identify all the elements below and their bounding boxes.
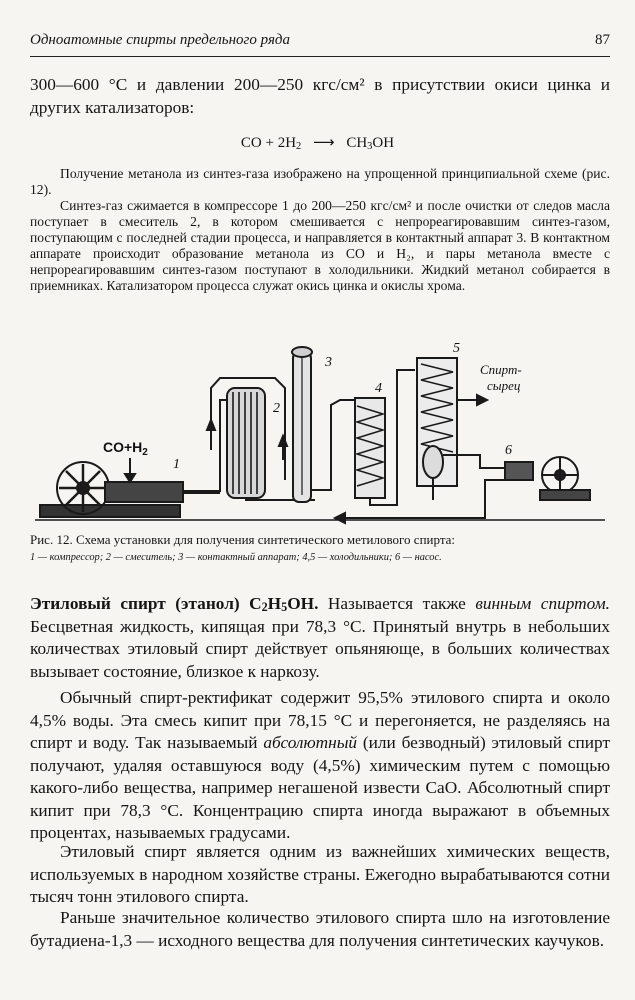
pipe-contact-cooler xyxy=(311,400,355,490)
gas-inlet-arrow xyxy=(125,474,135,482)
eq-right-end: OH xyxy=(372,135,395,151)
label-2: 2 xyxy=(273,401,280,416)
label-product-1: Спирт- xyxy=(480,362,522,377)
figure-caption: Рис. 12. Схема установки для получения синтетического метилового спирта: xyxy=(30,532,456,547)
paragraph-scheme-intro: Получение метанола из синтез-газа изображено на упрощенной принципиальной схеме (рис. 12). xyxy=(30,166,610,197)
pump-6 xyxy=(505,462,533,480)
compressor-body xyxy=(105,482,183,502)
separator xyxy=(423,446,443,478)
label-gas xyxy=(103,439,148,458)
term-absolute: абсолютный xyxy=(263,733,358,752)
reaction-equation xyxy=(0,133,635,152)
header-rule xyxy=(30,56,610,57)
eq-left-sub: 2 xyxy=(296,141,302,152)
intro-line: 300—600 °С и давлении 200—250 кгс/см² в присутствии окиси цинка и других катализаторов: xyxy=(30,75,610,117)
label-gas-sub: 2 xyxy=(142,447,148,458)
ethanol-paragraph-1: Этиловый спирт (этанол) $C_2H_5OH$. Называется также винным спиртом. Бесцветная жидкость, кипящая при 78,3 °С. Принятый внутрь в небольших количествах этиловый спирт действует опьяняюще, в больших количествах вызывает состояние, близкое к наркозу. xyxy=(30,594,610,681)
ethanol-heading: Этиловый спирт (этанол) $C_2H_5OH$. xyxy=(30,594,319,614)
ethanol-paragraph-3: Этиловый спирт является одним из важнейших химических веществ, используемых в народном хозяйстве страны. Ежегодно вырабатываются сотни тысяч тонн этилового спирта. xyxy=(30,842,610,906)
eq-arrow: ⟶ xyxy=(313,133,335,151)
compressor-base xyxy=(40,505,180,517)
term-wine-spirit: винным спиртом. xyxy=(475,594,610,613)
label-6: 6 xyxy=(505,443,512,458)
eq-right: CH xyxy=(346,135,368,151)
page-number: 87 xyxy=(595,32,610,48)
label-product-2: сырец xyxy=(487,378,521,393)
label-1: 1 xyxy=(173,457,180,472)
label-4: 4 xyxy=(375,381,382,396)
label-5: 5 xyxy=(453,341,460,356)
plant-scheme-figure xyxy=(35,340,605,532)
flywheel-spokes xyxy=(59,464,107,512)
eq-right-sub: 3 xyxy=(367,141,373,152)
running-title: Одноатомные спирты предельного ряда xyxy=(30,32,291,48)
paragraph-process: Синтез-газ сжимается в компрессоре 1 до 200—250 кгс/см² и после очистки от следов масла поступает в смеситель 2, в котором смешивается с непрореагировавшим синтез-газом, поступающим с последней стадии процесса, и направляется в контактный аппарат 3. В контактном аппарате происходит образование метанола из СО и Н₂, и пары метанола вместе с непрореагировавшим синтез-газом поступают в холодильники. Жидкий метанол собирается в приемниках. Катализатором процесса служат окись цинка и окислы хрома. xyxy=(30,198,610,293)
running-header xyxy=(30,32,610,56)
label-3: 3 xyxy=(325,355,332,370)
label-gas-main: CO+H xyxy=(103,439,143,455)
ethanol-paragraph-2: Обычный спирт-ректификат содержит 95,5% этилового спирта и около 4,5% воды. Эта смесь кипит при 78,15 °С и перегоняется, не разделяясь на спирт и воду. Так называемый абсолютный (или безводный) этиловый спирт получают, удаляя оставшуюся воду (4,5%) химическим путем с помощью какого-либо вещества, например негашеной извести СаО. Абсолютный спирт кипит при 78,3 °С. Концентрацию спирта иногда выражают в объемных процентах, называемых градусами. xyxy=(30,688,611,842)
figure-legend: 1 — компрессор; 2 — смеситель; 3 — контактный аппарат; 4,5 — холодильники; 6 — насос. xyxy=(30,552,442,563)
eq-left: CO + 2H xyxy=(240,135,297,151)
ethanol-paragraph-4: Раньше значительное количество этилового спирта шло на изготовление бутадиена-1,3 — исходного вещества для получения синтетических каучуков. xyxy=(30,908,610,950)
